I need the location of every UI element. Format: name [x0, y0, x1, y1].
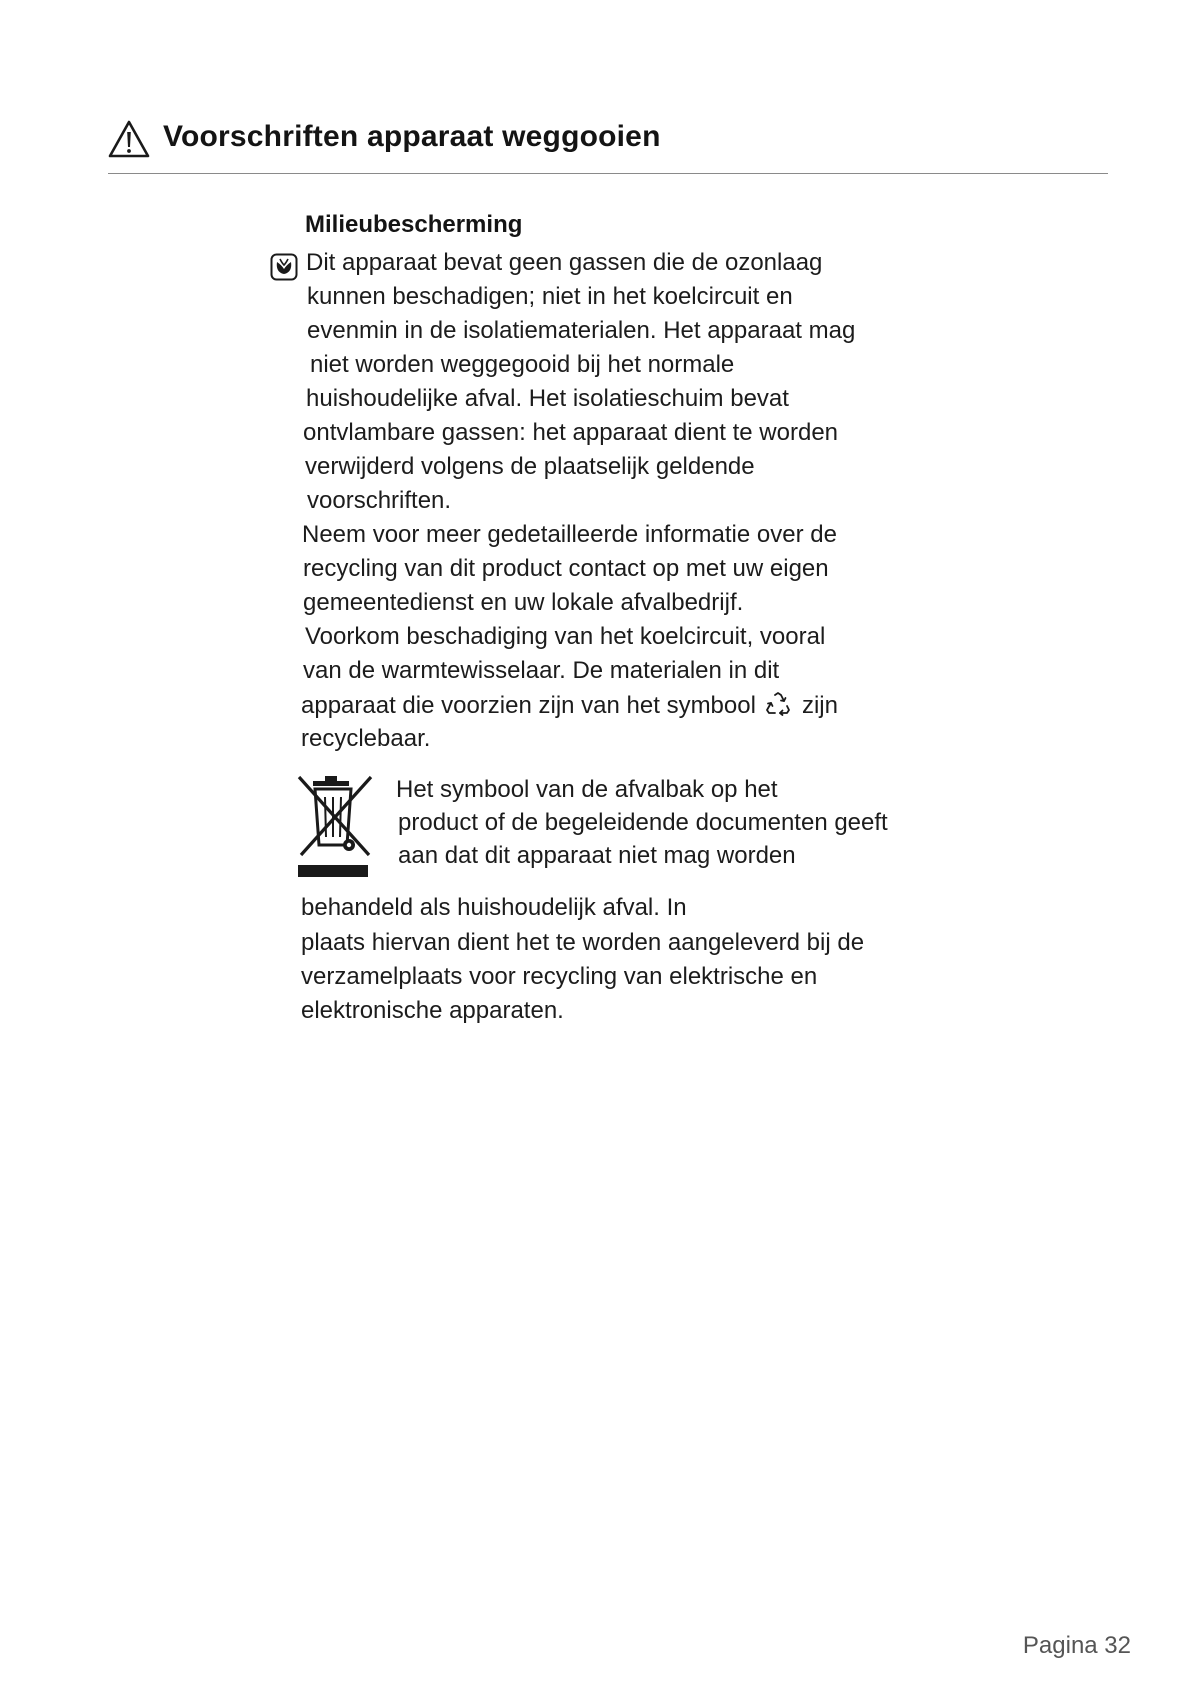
- paragraph2-line: gemeentedienst en uw lokale afvalbedrijf.: [303, 589, 744, 616]
- paragraph3-symbol-line: [301, 690, 838, 721]
- header-divider: [108, 173, 1108, 174]
- paragraph1-line: kunnen beschadigen; niet in het koelcircuit en: [307, 283, 793, 310]
- paragraph3-end: recyclebaar.: [301, 725, 431, 752]
- weee-continued-line: plaats hiervan dient het te worden aangeleverd bij de: [301, 929, 865, 956]
- paragraph1-line: huishoudelijke afval. Het isolatieschuim bevat: [306, 385, 789, 412]
- page-title: Voorschriften apparaat weggooien: [163, 120, 661, 153]
- paragraph1-line: Dit apparaat bevat geen gassen die de ozonlaag: [306, 249, 823, 276]
- section-heading: Milieubescherming: [305, 211, 523, 238]
- recycle-icon: [764, 690, 792, 718]
- crossed-bin-icon: [295, 775, 375, 879]
- paragraph2-line: Neem voor meer gedetailleerde informatie over de: [302, 521, 837, 548]
- paragraph1-line: ontvlambare gassen: het apparaat dient te worden: [303, 419, 839, 446]
- symbol-line-before: apparaat die voorzien zijn van het symbool: [301, 692, 756, 719]
- weee-continued-line: behandeld als huishoudelijk afval. In: [301, 894, 687, 921]
- paragraph1-line: voorschriften.: [307, 487, 452, 514]
- weee-line: Het symbool van de afvalbak op het: [396, 776, 778, 803]
- paragraph3-line: Voorkom beschadiging van het koelcircuit, vooral: [305, 623, 826, 650]
- weee-line: aan dat dit apparaat niet mag worden: [398, 842, 796, 869]
- weee-continued-line: verzamelplaats voor recycling van elektrische en: [301, 963, 818, 990]
- paragraph1-line: niet worden weggegooid bij het normale: [310, 351, 735, 378]
- symbol-line-after: zijn: [801, 692, 838, 719]
- eco-leaf-icon: [270, 253, 298, 281]
- weee-continued-line: elektronische apparaten.: [301, 997, 564, 1024]
- warning-triangle-icon: [108, 120, 150, 158]
- paragraph1-line: verwijderd volgens de plaatselijk geldende: [305, 453, 755, 480]
- paragraph3-line: van de warmtewisselaar. De materialen in dit: [303, 657, 780, 684]
- weee-line: product of de begeleidende documenten geeft: [398, 809, 888, 836]
- paragraph1-line: evenmin in de isolatiematerialen. Het apparaat mag: [307, 317, 856, 344]
- page-number: Pagina 32: [1022, 1632, 1131, 1659]
- page-header: [108, 118, 1108, 158]
- paragraph2-line: recycling van dit product contact op met uw eigen: [303, 555, 829, 582]
